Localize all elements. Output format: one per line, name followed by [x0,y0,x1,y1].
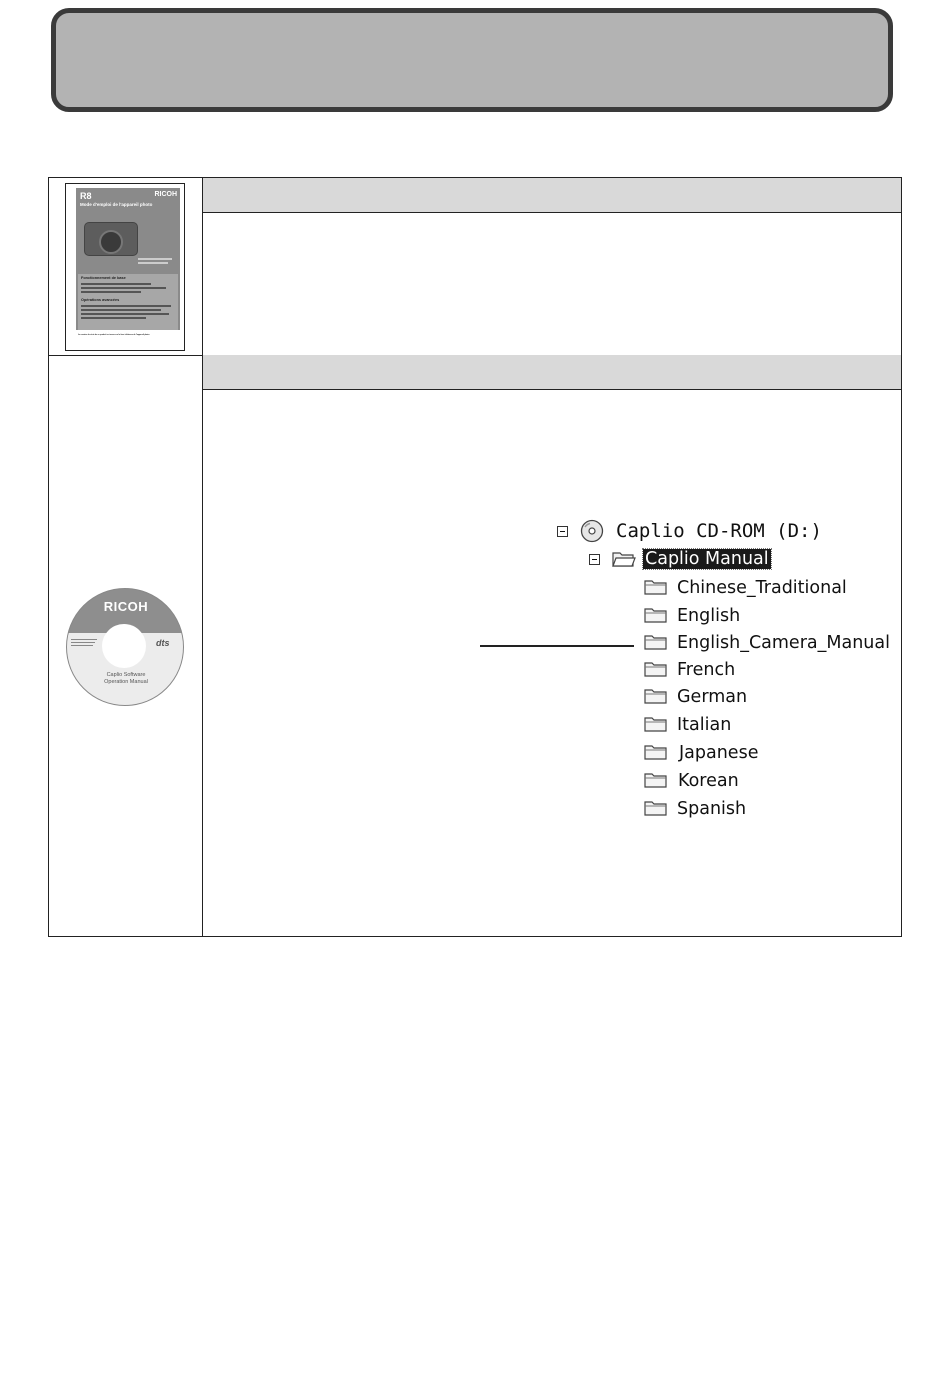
content-table [48,177,902,937]
booklet-panel [78,274,178,330]
title-banner [51,8,893,112]
tree-root-label[interactable]: Caplio CD-ROM (D:) [616,520,822,542]
booklet-brand: RICOH [154,191,177,198]
selected-folder-label[interactable]: Caplio Manual [645,549,769,569]
tree-folder-english-camera-manual[interactable]: English_Camera_Manual [677,633,890,653]
booklet-footer: Le numéro de série de ce produit se trouve sur la face inférieure de l'appareil photo. [78,333,150,336]
folder-open-icon [612,550,636,568]
collapse-icon[interactable] [557,526,568,537]
folder-icon [644,715,668,733]
booklet-panel-heading-2: Opérations avancées [81,298,120,302]
folder-icon [644,660,668,678]
tree-folder-chinese-traditional[interactable]: Chinese_Traditional [677,578,847,598]
tree-folder-english[interactable]: English [677,606,741,626]
folder-icon [644,771,668,789]
booklet-cover-image [65,183,185,351]
cd-fine-print [71,637,97,648]
booklet-model: R8 [80,191,92,201]
table-row-booklet [49,178,901,356]
folder-icon [644,633,668,651]
folder-icon [644,799,668,817]
tree-folder-german[interactable]: German [677,687,748,707]
cd-hole [102,624,146,668]
booklet-content-cell [203,178,901,355]
tree-folder-korean[interactable]: Korean [678,771,739,791]
booklet-panel-heading-1: Fonctionnement de base [81,276,126,280]
booklet-thumbnail-cell [49,178,203,355]
cd-thumbnail-cell [49,355,203,936]
booklet-title: Mode d'emploi de l'appareil photo [80,202,153,207]
camera-icon [84,222,138,256]
tree-folder-spanish[interactable]: Spanish [677,799,747,819]
tree-parent-label[interactable] [643,547,771,571]
folder-icon [644,687,668,705]
cd-label-line2: Operation Manual [104,678,148,685]
cd-label-line1: Caplio Software [106,672,146,678]
folder-icon [644,578,668,596]
callout-pointer-line [480,645,634,647]
cd-drive-icon [580,519,604,543]
cd-brand: RICOH [103,599,149,614]
collapse-icon[interactable] [589,554,600,565]
tree-folder-japanese[interactable]: Japanese [679,743,759,763]
cd-logo: dts [156,638,170,648]
folder-icon [644,606,668,624]
cd-label [67,672,184,685]
booklet-tagline-lines [138,258,174,264]
tree-folder-italian[interactable]: Italian [677,715,732,735]
booklet-cell-header [203,178,901,213]
cdrom-cell-header [203,355,901,390]
cd-rom-image [66,588,184,706]
tree-folder-french[interactable]: French [677,660,736,680]
folder-icon [644,743,668,761]
